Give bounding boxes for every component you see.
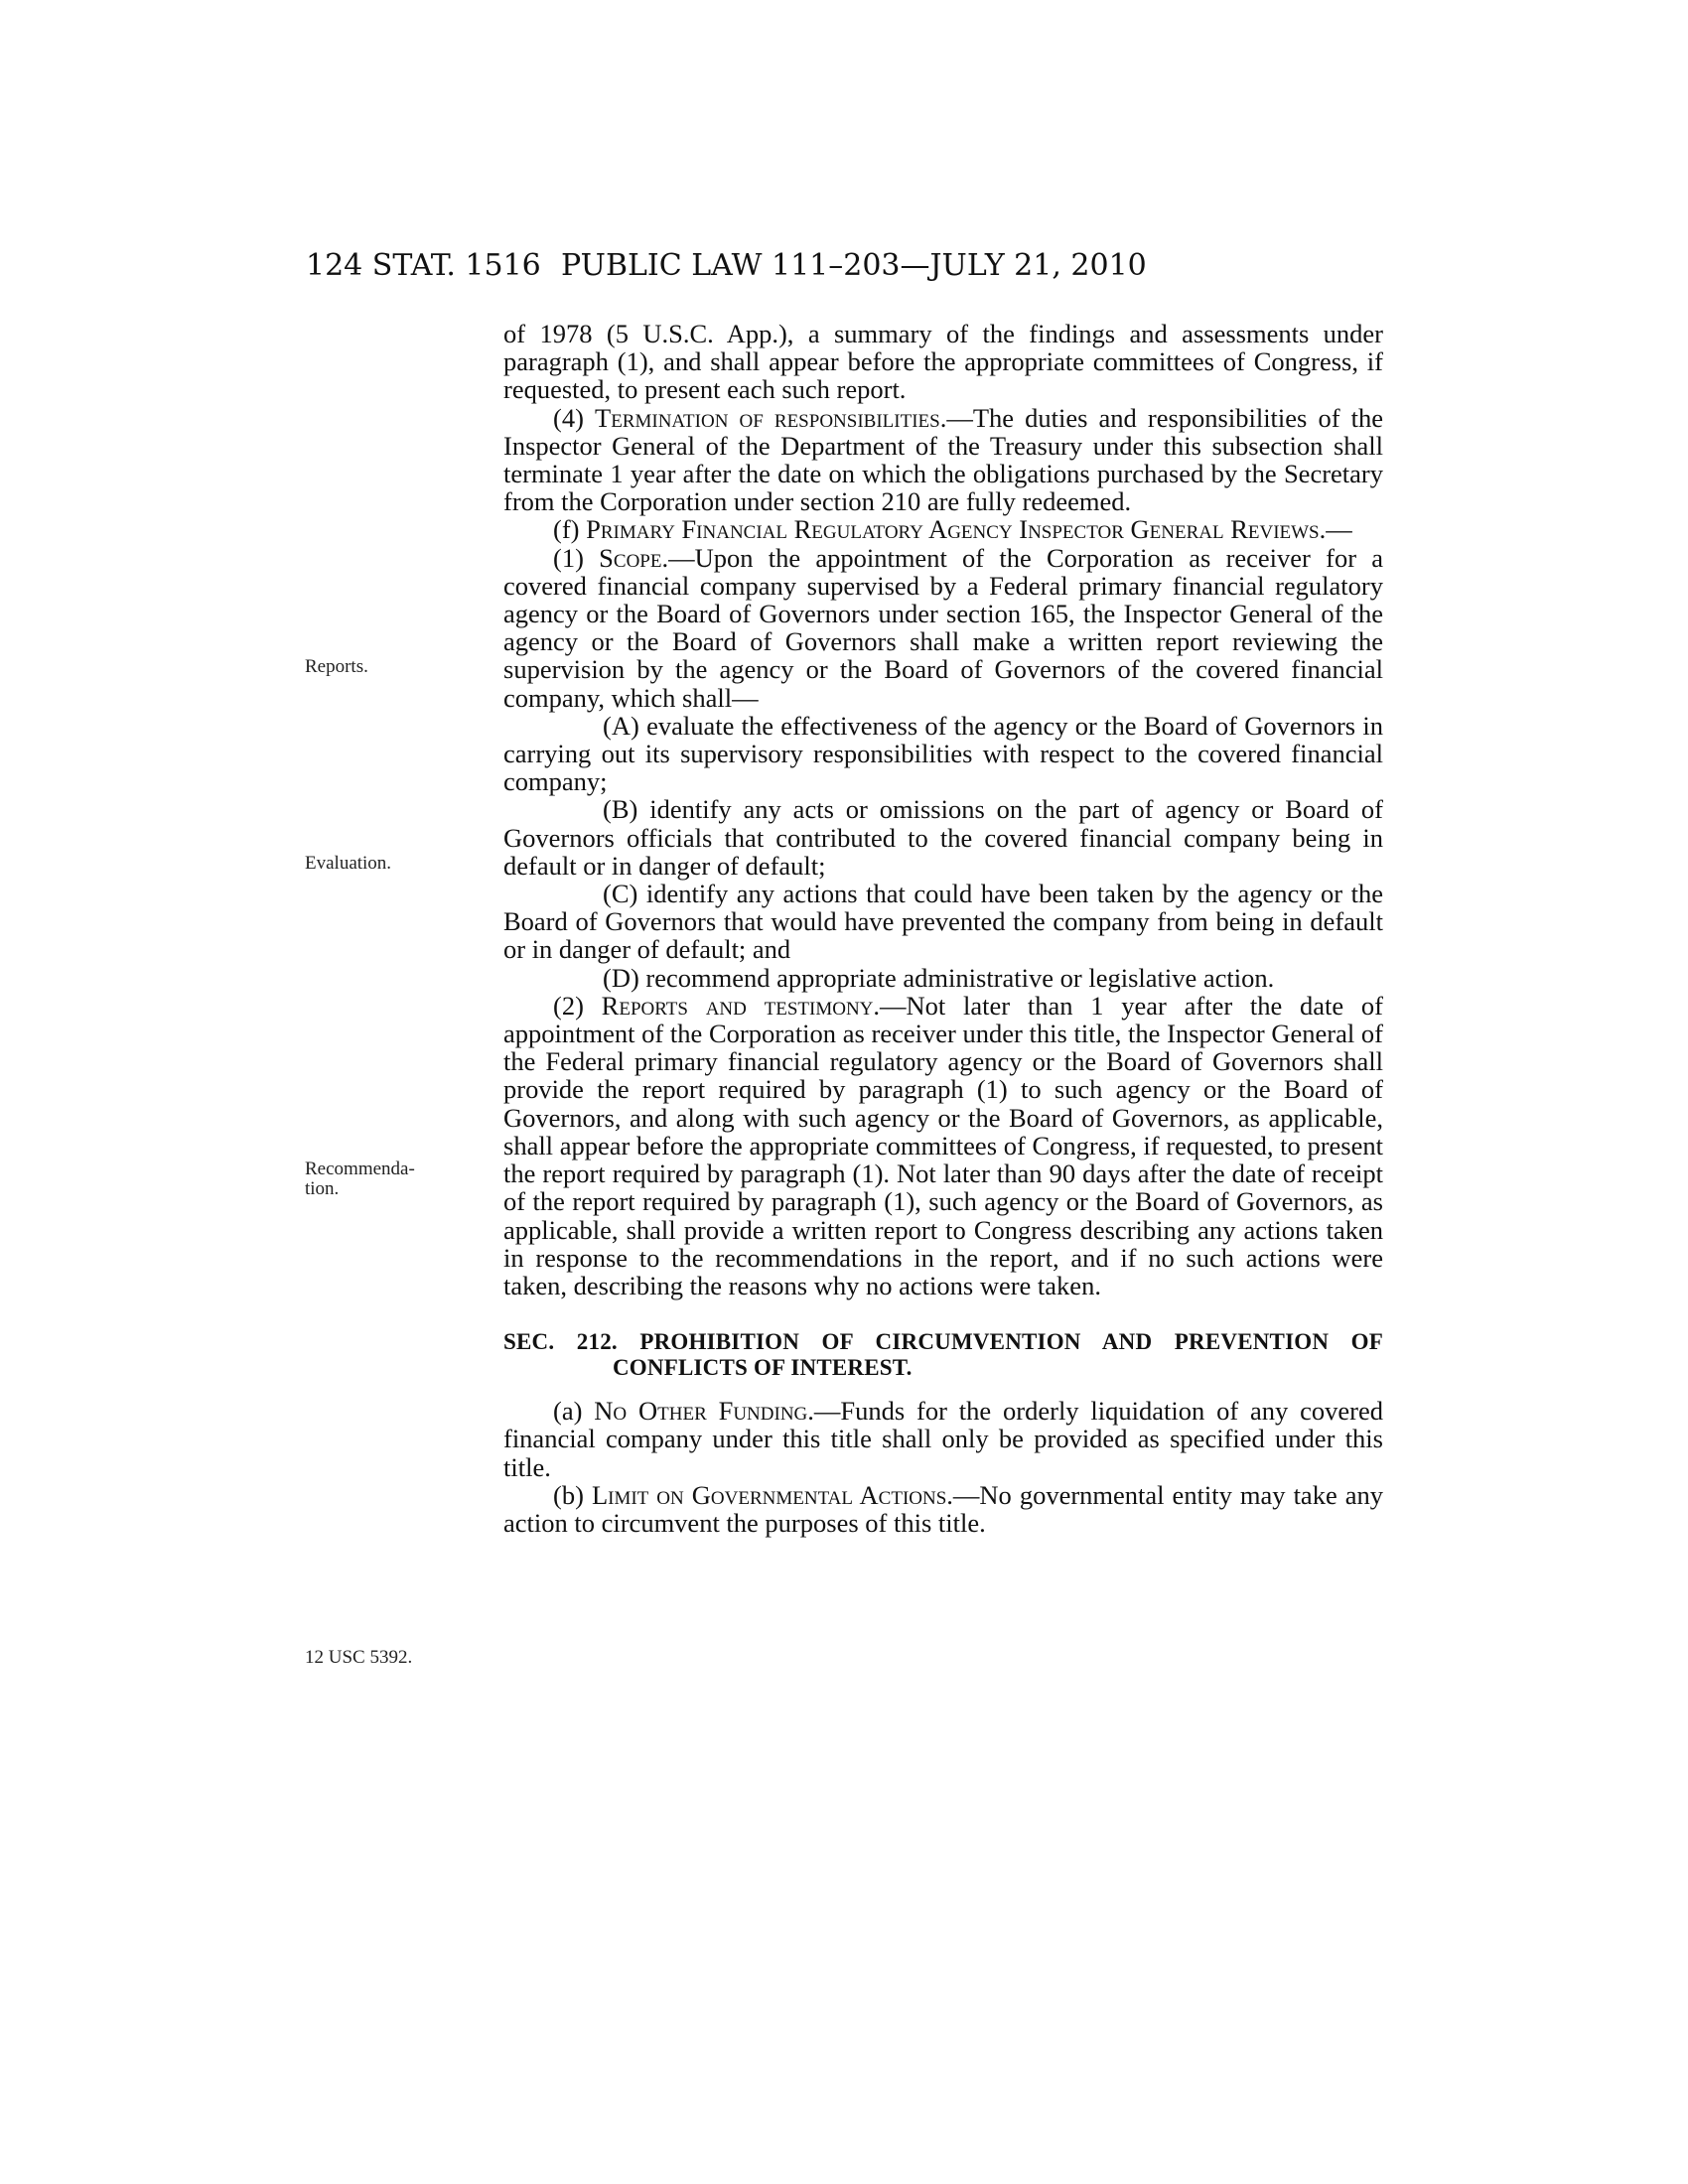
subparagraph-c: (C) identify any actions that could have been taken by the agency or the Board of Governors that would have prevented the company from being in default or in danger of default; and — [503, 879, 1383, 965]
subsection-a-heading: No Other Funding — [594, 1396, 808, 1427]
margin-note-evaluation: Evaluation. — [305, 853, 392, 874]
paragraph-1-number: (1) — [553, 542, 584, 573]
paragraph-1-heading: Scope — [599, 542, 662, 573]
page-header — [0, 248, 1688, 288]
subparagraph-b: (B) identify any acts or omissions on the part of agency or Board of Governors officials that contributed to the covered financial company being in default or in danger of default; — [503, 794, 1383, 881]
margin-note-recommendation — [305, 1160, 415, 1199]
subsection-b-number: (b) — [553, 1479, 584, 1510]
paragraph-2-reports — [503, 992, 1383, 1299]
subparagraph-d: (D) recommend appropriate administrative or legislative action. — [603, 962, 1275, 993]
paragraph-4-number: (4) — [553, 402, 584, 433]
paragraph-2-text: .—Not later than 1 year after the date of appointment of the Corporation as receiver under this title, the Inspector General of the Federal primary financial regulatory agency or the Board of Governors shall provide the report required by paragraph (1) to such agency or the Board of Governors, and along with such agency or the Board of Governors, as applicable, shall appear before the appropriate committees of Congress, if requested, to present the report required by paragraph (1). Not later than 90 days after the date of receipt of the report required by paragraph (1), such agency or the Board of Governors, as applicable, shall provide a written report to Congress describing any actions taken in response to the recommendations in the report, and if no such actions were taken, describing the reasons why no actions were taken. — [503, 990, 1384, 1300]
margin-note-recommendation-line2: tion. — [305, 1178, 340, 1199]
margin-note-recommendation-line1: Recommenda- — [305, 1159, 415, 1179]
subparagraph-a: (A) evaluate the effectiveness of the agency or the Board of Governors in carrying out its supervisory responsibilities with respect to the covered financial company; — [503, 710, 1383, 797]
subsection-f-dash: .— — [1319, 514, 1352, 545]
section-heading: SEC. 212. PROHIBITION OF CIRCUMVENTION AND PREVENTION OF CONFLICTS OF INTEREST. — [503, 1329, 1383, 1381]
paragraph-4-text: .—The duties and responsibilities of the Inspector General of the Department of the Treasury under this subsection shall terminate 1 year after the date on which the obligations purchased by the Secretary from the Corporation under section 210 are fully redeemed. — [503, 402, 1383, 517]
paragraph-2-number: (2) — [553, 990, 584, 1021]
running-title: PUBLIC LAW 111–203—JULY 21, 2010 — [561, 248, 1147, 283]
paragraph-1-text: .—Upon the appointment of the Corporation as receiver for a covered financial company supervised by a Federal primary financial regulatory agency or the Board of Governors under section 165, the Inspector General of the agency or the Board of Governors shall make a written report reviewing the supervision by the agency or the Board of Governors of the covered financial company, which shall— — [503, 542, 1384, 713]
subsection-f-number: (f) — [553, 514, 580, 545]
subsection-b — [503, 1481, 1383, 1537]
paragraph-continued: of 1978 (5 U.S.C. App.), a summary of the findings and assessments under paragraph (1), and shall appear before the appropriate committees of Congress, if requested, to present each such report. — [503, 319, 1383, 405]
paragraph-4-heading: Termination of responsibilities — [595, 402, 940, 433]
document-body — [503, 320, 1383, 1537]
margin-note-usc: 12 USC 5392. — [305, 1647, 413, 1668]
paragraph-1-scope — [503, 544, 1383, 712]
statute-page-number: 124 STAT. 1516 — [306, 248, 541, 283]
margin-note-reports: Reports. — [305, 656, 368, 677]
subsection-b-heading: Limit on Governmental Actions — [591, 1479, 947, 1510]
paragraph-2-heading: Reports and testimony — [601, 990, 874, 1021]
section-spacer — [503, 1299, 1383, 1315]
subsection-a-number: (a) — [553, 1396, 583, 1427]
subsection-b-text: .—No governmental entity may take any action to circumvent the purposes of this title. — [503, 1479, 1383, 1538]
subsection-f-title: Primary Financial Regulatory Agency Inspector General Reviews — [586, 514, 1320, 545]
subsection-a — [503, 1397, 1383, 1481]
paragraph-4 — [503, 404, 1383, 516]
section-spacer-after — [503, 1381, 1383, 1397]
subsection-a-text: .—Funds for the orderly liquidation of any covered financial company under this title shall only be provided as specified under this title. — [503, 1396, 1383, 1482]
subsection-f-heading — [503, 515, 1383, 543]
